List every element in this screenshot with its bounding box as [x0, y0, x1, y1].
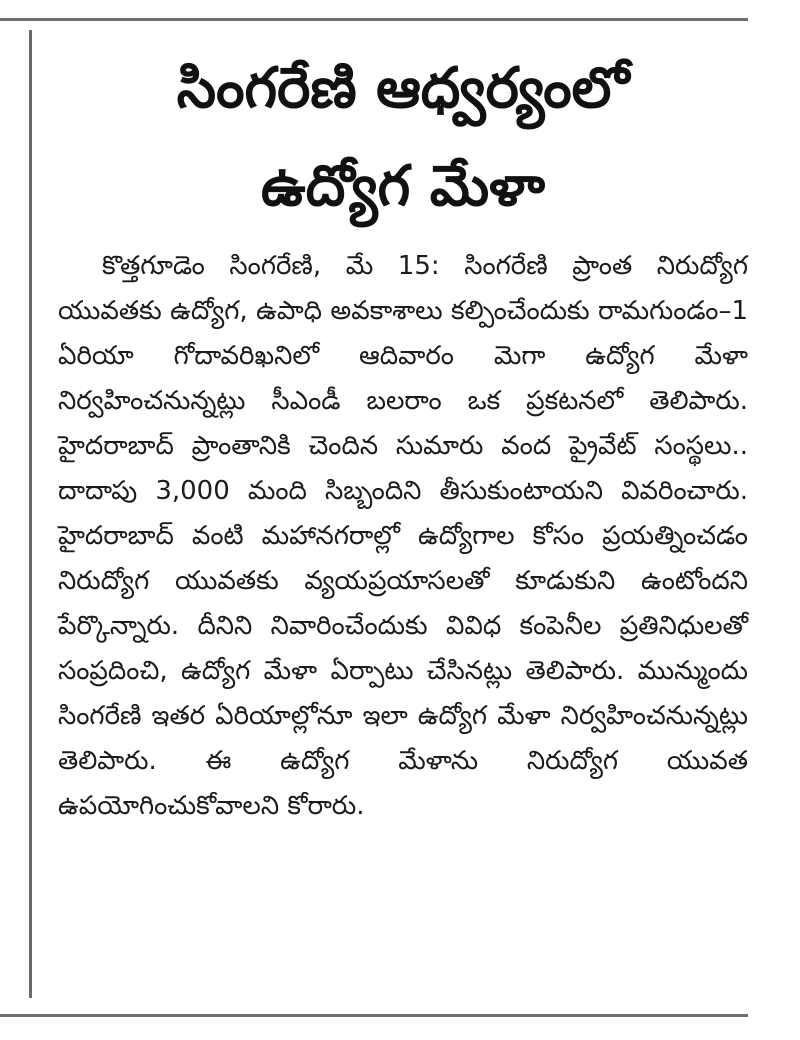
column-divider: [29, 30, 32, 998]
article-headline: [58, 40, 748, 236]
top-divider: [0, 18, 748, 21]
headline-line-2: ఉద్యోగ మేళా: [261, 154, 545, 219]
news-article: [58, 40, 748, 1000]
article-body: కొత్తగూడెం సింగరేణి, మే 15: సింగరేణి ప్రాంత నిరుద్యోగ యువతకు ఉద్యోగ, ఉపాధి అవకాశాలు కల్పించేందుకు రామగుండం–1 ఏరియా గోదావరిఖనిలో ఆదివారం మెగా ఉద్యోగ మేళా నిర్వహించనున్నట్లు సీఎండీ బలరాం ఒక ప్రకటనలో తెలిపారు. హైదరాబాద్ ప్రాంతానికి చెందిన సుమారు వంద ప్రైవేట్ సంస్థలు.. దాదాపు 3,000 మంది సిబ్బందిని తీసుకుంటాయని వివరించారు. హైదరాబాద్ వంటి మహానగరాల్లో ఉద్యోగాల కోసం ప్రయత్నించడం నిరుద్యోగ యువతకు వ్యయప్రయాసలతో కూడుకుని ఉంటోందని పేర్కొన్నారు. దీనిని నివారించేందుకు వివిధ కంపెనీల ప్రతినిధులతో సంప్రదించి, ఉద్యోగ మేళా ఏర్పాటు చేసినట్లు తెలిపారు. మున్ముందు సింగరేణి ఇతర ఏరియాల్లోనూ ఇలా ఉద్యోగ మేళా నిర్వహించనున్నట్లు తెలిపారు. ఈ ఉద్యోగ మేళాను నిరుద్యోగ యువత ఉపయోగించుకోవాలని కోరారు.: [58, 251, 748, 821]
bottom-divider: [0, 1014, 748, 1017]
headline-line-1: సింగరేణి ఆధ్వర్యంలో: [176, 56, 630, 121]
